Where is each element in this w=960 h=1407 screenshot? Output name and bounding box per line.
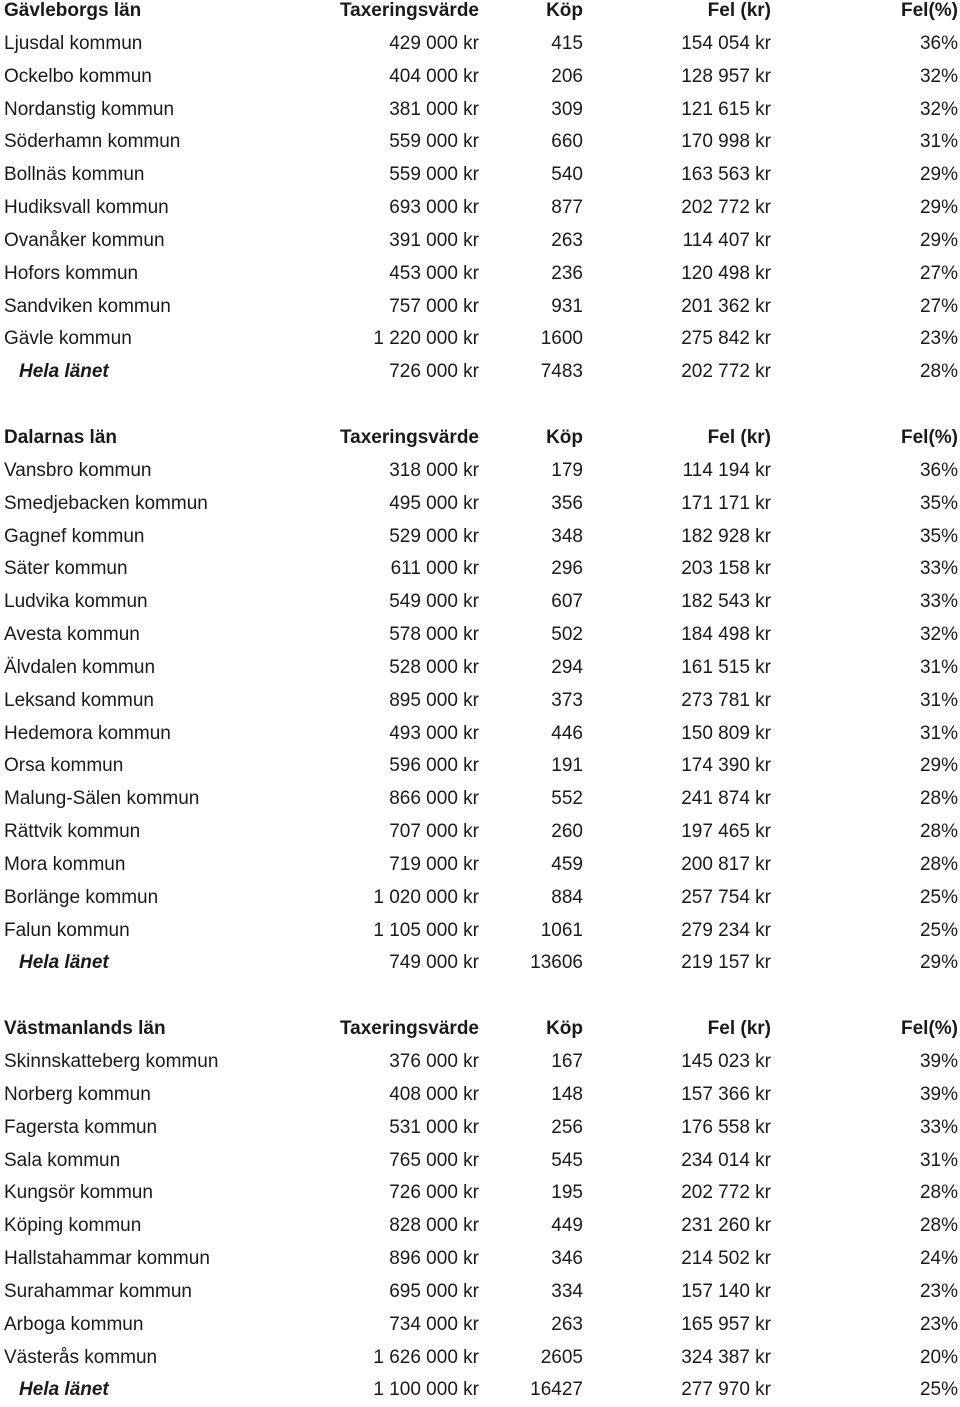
- kop-cell: 502: [551, 624, 583, 646]
- fel-pct-cell: 33%: [919, 558, 958, 580]
- taxeringsvarde-cell: 1 105 000 kr: [373, 919, 479, 941]
- taxeringsvarde-cell: 1 220 000 kr: [373, 328, 479, 350]
- table-row: [0, 488, 960, 521]
- table-row: [0, 258, 960, 291]
- table-row: [0, 586, 960, 619]
- kop-cell: 373: [551, 689, 583, 711]
- name-cell: Gävleborgs län: [4, 0, 142, 21]
- fel-kr-cell: 163 563 kr: [681, 164, 771, 186]
- fel-pct-cell: 25%: [919, 919, 958, 941]
- fel-pct-cell: 35%: [919, 525, 958, 547]
- taxeringsvarde-cell: 376 000 kr: [389, 1051, 479, 1072]
- name-cell: Säter kommun: [4, 558, 128, 580]
- taxeringsvarde-cell: 611 000 kr: [390, 558, 479, 580]
- taxeringsvarde-cell: 695 000 kr: [389, 1280, 479, 1302]
- kop-cell: 346: [551, 1248, 583, 1270]
- kop-cell: 195: [551, 1182, 583, 1204]
- kop-cell: 540: [551, 164, 583, 186]
- taxeringsvarde-cell: 391 000 kr: [389, 229, 479, 251]
- kop-cell: 294: [551, 656, 583, 678]
- fel-pct-cell: 39%: [919, 1051, 958, 1072]
- county-total-row: [0, 947, 960, 980]
- fel-pct-cell: 32%: [919, 624, 958, 646]
- table-header-row: [0, 0, 960, 28]
- fel-pct-cell: 29%: [919, 197, 958, 219]
- taxeringsvarde-cell: 707 000 kr: [389, 821, 479, 843]
- table-row: [0, 1177, 960, 1210]
- name-cell: Hofors kommun: [4, 262, 139, 284]
- taxeringsvarde-cell: 429 000 kr: [389, 32, 479, 54]
- table-row: [0, 915, 960, 948]
- fel-pct-cell: 23%: [919, 1313, 958, 1335]
- taxeringsvarde-cell: 408 000 kr: [389, 1083, 479, 1105]
- name-cell: Vansbro kommun: [4, 459, 152, 481]
- kop-cell: 256: [551, 1116, 583, 1138]
- name-cell: Ovanåker kommun: [4, 229, 165, 251]
- fel-kr-cell: 182 543 kr: [681, 591, 771, 613]
- fel-kr-cell: Fel (kr): [707, 426, 771, 448]
- county-table: [0, 422, 960, 980]
- taxeringsvarde-cell: 866 000 kr: [389, 788, 479, 810]
- fel-pct-cell: 31%: [919, 656, 958, 678]
- fel-kr-cell: 202 772 kr: [681, 197, 771, 219]
- kop-cell: Köp: [546, 0, 583, 21]
- table-row: [0, 1112, 960, 1145]
- fel-kr-cell: 273 781 kr: [681, 689, 771, 711]
- taxeringsvarde-cell: 1 020 000 kr: [373, 886, 479, 908]
- county-total-row: [0, 356, 960, 389]
- fel-kr-cell: 170 998 kr: [681, 131, 771, 153]
- fel-kr-cell: 241 874 kr: [681, 788, 771, 810]
- kop-cell: 13606: [530, 952, 583, 974]
- name-cell: Arboga kommun: [4, 1313, 144, 1335]
- fel-pct-cell: 28%: [919, 1182, 958, 1204]
- fel-pct-cell: 31%: [919, 1149, 958, 1171]
- name-cell: Gagnef kommun: [4, 525, 145, 547]
- taxeringsvarde-cell: 765 000 kr: [389, 1149, 479, 1171]
- table-row: [0, 783, 960, 816]
- kop-cell: 607: [551, 591, 583, 613]
- taxeringsvarde-cell: 828 000 kr: [389, 1215, 479, 1237]
- taxeringsvarde-cell: 596 000 kr: [389, 755, 479, 777]
- table-row: [0, 685, 960, 718]
- fel-pct-cell: 29%: [919, 755, 958, 777]
- name-cell: Fagersta kommun: [4, 1116, 158, 1138]
- name-cell: Hela länet: [19, 361, 109, 383]
- fel-kr-cell: 150 809 kr: [681, 722, 771, 744]
- kop-cell: 260: [551, 821, 583, 843]
- table-row: [0, 1243, 960, 1276]
- fel-pct-cell: 29%: [919, 229, 958, 251]
- kop-cell: 167: [551, 1051, 583, 1072]
- name-cell: Surahammar kommun: [4, 1280, 192, 1302]
- kop-cell: 334: [551, 1280, 583, 1302]
- fel-pct-cell: 23%: [919, 328, 958, 350]
- fel-kr-cell: 145 023 kr: [681, 1051, 771, 1072]
- fel-kr-cell: 275 842 kr: [681, 328, 771, 350]
- fel-kr-cell: 128 957 kr: [681, 65, 771, 87]
- name-cell: Västmanlands län: [4, 1018, 166, 1040]
- kop-cell: 446: [551, 722, 583, 744]
- fel-pct-cell: 28%: [919, 821, 958, 843]
- taxeringsvarde-cell: 1 626 000 kr: [373, 1346, 479, 1368]
- fel-pct-cell: 23%: [919, 1280, 958, 1302]
- table-header-row: [0, 1013, 960, 1046]
- fel-pct-cell: 35%: [919, 492, 958, 514]
- table-row: [0, 94, 960, 127]
- name-cell: Västerås kommun: [4, 1346, 158, 1368]
- fel-kr-cell: 324 387 kr: [681, 1346, 771, 1368]
- fel-kr-cell: 201 362 kr: [681, 295, 771, 317]
- table-row: [0, 718, 960, 751]
- fel-kr-cell: 219 157 kr: [681, 952, 771, 974]
- fel-pct-cell: 28%: [919, 361, 958, 383]
- fel-kr-cell: 161 515 kr: [681, 656, 771, 678]
- fel-pct-cell: 27%: [919, 295, 958, 317]
- kop-cell: 552: [551, 788, 583, 810]
- kop-cell: 179: [551, 459, 583, 481]
- fel-pct-cell: 28%: [919, 853, 958, 875]
- taxeringsvarde-cell: 404 000 kr: [389, 65, 479, 87]
- taxeringsvarde-cell: 726 000 kr: [389, 361, 479, 383]
- table-row: [0, 1046, 960, 1079]
- fel-pct-cell: 25%: [919, 1379, 958, 1401]
- kop-cell: 236: [551, 262, 583, 284]
- fel-pct-cell: 32%: [919, 65, 958, 87]
- name-cell: Dalarnas län: [4, 426, 117, 448]
- fel-pct-cell: 28%: [919, 1215, 958, 1237]
- fel-pct-cell: 31%: [919, 722, 958, 744]
- fel-pct-cell: 28%: [919, 788, 958, 810]
- kop-cell: Köp: [546, 426, 583, 448]
- name-cell: Norberg kommun: [4, 1083, 151, 1105]
- fel-kr-cell: 257 754 kr: [681, 886, 771, 908]
- fel-pct-cell: 31%: [919, 689, 958, 711]
- fel-pct-cell: 20%: [919, 1346, 958, 1368]
- taxeringsvarde-cell: 559 000 kr: [389, 131, 479, 153]
- county-total-row: [0, 1374, 960, 1407]
- table-row: [0, 882, 960, 915]
- fel-kr-cell: 200 817 kr: [681, 853, 771, 875]
- kop-cell: 1061: [540, 919, 583, 941]
- fel-kr-cell: Fel (kr): [707, 0, 771, 21]
- fel-kr-cell: 157 140 kr: [681, 1280, 771, 1302]
- kop-cell: 1600: [540, 328, 583, 350]
- table-row: [0, 750, 960, 783]
- name-cell: Hallstahammar kommun: [4, 1248, 210, 1270]
- name-cell: Avesta kommun: [4, 624, 140, 646]
- kop-cell: 884: [551, 886, 583, 908]
- name-cell: Borlänge kommun: [4, 886, 159, 908]
- kop-cell: 16427: [530, 1379, 583, 1401]
- kop-cell: 356: [551, 492, 583, 514]
- taxeringsvarde-cell: 529 000 kr: [389, 525, 479, 547]
- taxeringsvarde-cell: 453 000 kr: [389, 262, 479, 284]
- fel-pct-cell: 39%: [919, 1083, 958, 1105]
- fel-pct-cell: Fel(%): [901, 426, 958, 448]
- table-row: [0, 652, 960, 685]
- taxeringsvarde-cell: 549 000 kr: [389, 591, 479, 613]
- taxeringsvarde-cell: 757 000 kr: [389, 295, 479, 317]
- table-row: [0, 1342, 960, 1375]
- name-cell: Malung-Sälen kommun: [4, 788, 200, 810]
- name-cell: Ljusdal kommun: [4, 32, 143, 54]
- table-row: [0, 521, 960, 554]
- name-cell: Falun kommun: [4, 919, 130, 941]
- taxeringsvarde-cell: Taxeringsvärde: [339, 1018, 479, 1040]
- taxeringsvarde-cell: 528 000 kr: [389, 656, 479, 678]
- table-row: [0, 455, 960, 488]
- taxeringsvarde-cell: Taxeringsvärde: [339, 426, 479, 448]
- taxeringsvarde-cell: 719 000 kr: [389, 853, 479, 875]
- fel-kr-cell: 120 498 kr: [681, 262, 771, 284]
- table-row: [0, 126, 960, 159]
- fel-kr-cell: 165 957 kr: [681, 1313, 771, 1335]
- fel-kr-cell: 197 465 kr: [681, 821, 771, 843]
- kop-cell: 2605: [540, 1346, 583, 1368]
- name-cell: Älvdalen kommun: [4, 656, 156, 678]
- kop-cell: 7483: [540, 361, 583, 383]
- name-cell: Sala kommun: [4, 1149, 121, 1171]
- name-cell: Ockelbo kommun: [4, 65, 152, 87]
- fel-pct-cell: Fel(%): [901, 0, 958, 21]
- table-row: [0, 159, 960, 192]
- kop-cell: 545: [551, 1149, 583, 1171]
- name-cell: Söderhamn kommun: [4, 131, 181, 153]
- table-row: [0, 1210, 960, 1243]
- fel-kr-cell: 231 260 kr: [681, 1215, 771, 1237]
- table-row: [0, 28, 960, 61]
- name-cell: Hudiksvall kommun: [4, 197, 169, 219]
- table-row: [0, 192, 960, 225]
- fel-pct-cell: 36%: [919, 459, 958, 481]
- table-row: [0, 1145, 960, 1178]
- fel-kr-cell: 277 970 kr: [681, 1379, 771, 1401]
- name-cell: Kungsör kommun: [4, 1182, 153, 1204]
- name-cell: Skinnskatteberg kommun: [4, 1051, 219, 1072]
- kop-cell: 877: [551, 197, 583, 219]
- name-cell: Ludvika kommun: [4, 591, 148, 613]
- kop-cell: 660: [551, 131, 583, 153]
- fel-pct-cell: Fel(%): [901, 1018, 958, 1040]
- name-cell: Leksand kommun: [4, 689, 154, 711]
- fel-kr-cell: 157 366 kr: [681, 1083, 771, 1105]
- fel-kr-cell: 202 772 kr: [681, 361, 771, 383]
- kop-cell: 931: [551, 295, 583, 317]
- table-row: [0, 849, 960, 882]
- taxeringsvarde-cell: 895 000 kr: [389, 689, 479, 711]
- taxeringsvarde-cell: 495 000 kr: [389, 492, 479, 514]
- taxeringsvarde-cell: 318 000 kr: [389, 459, 479, 481]
- section-spacer: [0, 980, 960, 1013]
- taxeringsvarde-cell: 1 100 000 kr: [373, 1379, 479, 1401]
- fel-pct-cell: 33%: [919, 1116, 958, 1138]
- fel-kr-cell: 234 014 kr: [681, 1149, 771, 1171]
- table-row: [0, 1079, 960, 1112]
- table-row: [0, 291, 960, 324]
- fel-pct-cell: 25%: [919, 886, 958, 908]
- section-spacer: [0, 389, 960, 422]
- fel-kr-cell: 214 502 kr: [681, 1248, 771, 1270]
- fel-kr-cell: Fel (kr): [707, 1018, 771, 1040]
- kop-cell: 415: [551, 32, 583, 54]
- fel-pct-cell: 29%: [919, 952, 958, 974]
- fel-kr-cell: 203 158 kr: [681, 558, 771, 580]
- name-cell: Orsa kommun: [4, 755, 124, 777]
- kop-cell: 296: [551, 558, 583, 580]
- table-row: [0, 61, 960, 94]
- name-cell: Gävle kommun: [4, 328, 132, 350]
- table-row: [0, 1276, 960, 1309]
- kop-cell: 148: [551, 1083, 583, 1105]
- kop-cell: 449: [551, 1215, 583, 1237]
- kop-cell: 263: [551, 229, 583, 251]
- table-row: [0, 816, 960, 849]
- name-cell: Hedemora kommun: [4, 722, 171, 744]
- taxeringsvarde-cell: 531 000 kr: [389, 1116, 479, 1138]
- fel-kr-cell: 182 928 kr: [681, 525, 771, 547]
- name-cell: Smedjebacken kommun: [4, 492, 208, 514]
- taxeringsvarde-cell: 749 000 kr: [389, 952, 479, 974]
- table-row: [0, 553, 960, 586]
- name-cell: Hela länet: [19, 952, 109, 974]
- taxeringsvarde-cell: 559 000 kr: [389, 164, 479, 186]
- name-cell: Hela länet: [19, 1379, 109, 1401]
- table-row: [0, 619, 960, 652]
- fel-pct-cell: 36%: [919, 32, 958, 54]
- fel-pct-cell: 24%: [919, 1248, 958, 1270]
- name-cell: Nordanstig kommun: [4, 98, 175, 120]
- taxeringsvarde-cell: Taxeringsvärde: [339, 0, 479, 21]
- table-header-row: [0, 422, 960, 455]
- name-cell: Rättvik kommun: [4, 821, 141, 843]
- taxeringsvarde-cell: 726 000 kr: [389, 1182, 479, 1204]
- fel-pct-cell: 31%: [919, 131, 958, 153]
- kop-cell: 459: [551, 853, 583, 875]
- county-table: [0, 1013, 960, 1407]
- table-row: [0, 323, 960, 356]
- name-cell: Mora kommun: [4, 853, 126, 875]
- fel-kr-cell: 174 390 kr: [681, 755, 771, 777]
- taxeringsvarde-cell: 493 000 kr: [389, 722, 479, 744]
- county-table: [0, 0, 960, 389]
- taxeringsvarde-cell: 693 000 kr: [389, 197, 479, 219]
- fel-kr-cell: 114 194 kr: [682, 459, 771, 481]
- fel-pct-cell: 27%: [919, 262, 958, 284]
- fel-pct-cell: 33%: [919, 591, 958, 613]
- taxeringsvarde-cell: 896 000 kr: [389, 1248, 479, 1270]
- kop-cell: 206: [551, 65, 583, 87]
- name-cell: Sandviken kommun: [4, 295, 171, 317]
- kop-cell: 348: [551, 525, 583, 547]
- kop-cell: 191: [551, 755, 583, 777]
- name-cell: Bollnäs kommun: [4, 164, 145, 186]
- fel-kr-cell: 114 407 kr: [682, 229, 771, 251]
- fel-kr-cell: 121 615 kr: [681, 98, 771, 120]
- fel-kr-cell: 279 234 kr: [681, 919, 771, 941]
- fel-pct-cell: 32%: [919, 98, 958, 120]
- fel-pct-cell: 29%: [919, 164, 958, 186]
- kop-cell: Köp: [546, 1018, 583, 1040]
- fel-kr-cell: 171 171 kr: [681, 492, 771, 514]
- kop-cell: 263: [551, 1313, 583, 1335]
- kop-cell: 309: [551, 98, 583, 120]
- taxeringsvarde-cell: 734 000 kr: [389, 1313, 479, 1335]
- taxeringsvarde-cell: 578 000 kr: [389, 624, 479, 646]
- table-row: [0, 1309, 960, 1342]
- fel-kr-cell: 184 498 kr: [681, 624, 771, 646]
- fel-kr-cell: 154 054 kr: [681, 32, 771, 54]
- table-row: [0, 225, 960, 258]
- name-cell: Köping kommun: [4, 1215, 142, 1237]
- fel-kr-cell: 176 558 kr: [681, 1116, 771, 1138]
- taxeringsvarde-cell: 381 000 kr: [389, 98, 479, 120]
- fel-kr-cell: 202 772 kr: [681, 1182, 771, 1204]
